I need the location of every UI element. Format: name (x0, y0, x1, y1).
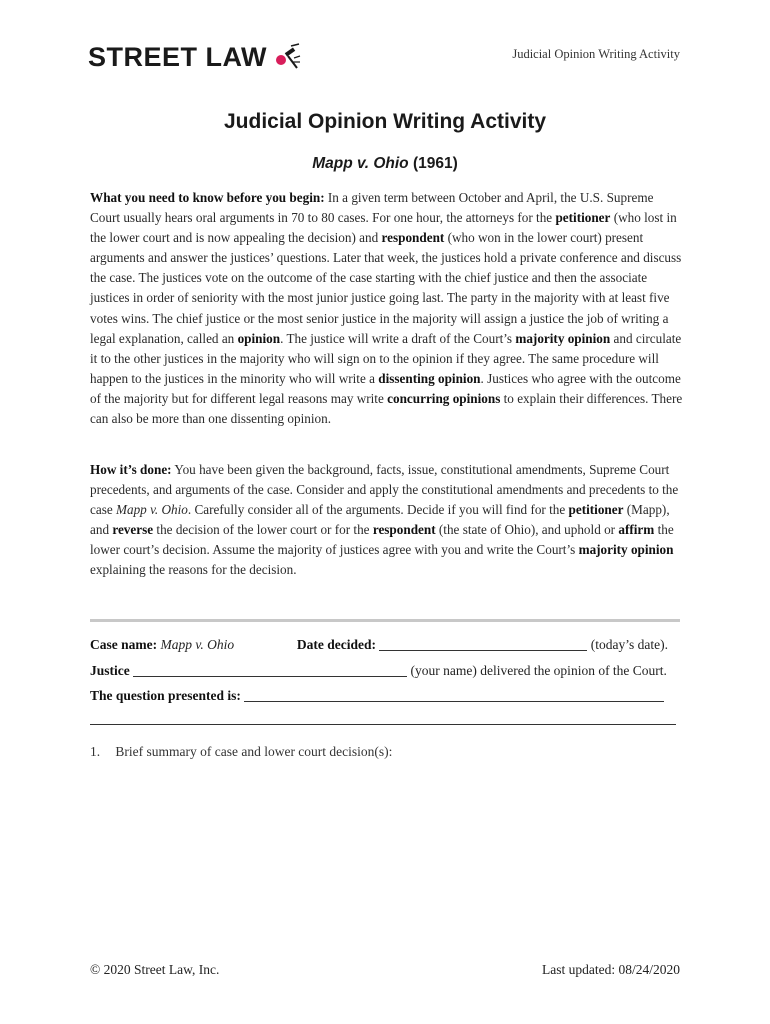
copyright: © 2020 Street Law, Inc. (90, 962, 220, 977)
case-date-row (90, 636, 684, 653)
subtitle-year: (1961) (412, 155, 458, 172)
term-petitioner: petitioner (555, 210, 611, 226)
question-row (90, 687, 684, 704)
logo-text: STREET LAW (88, 41, 267, 72)
case-subtitle (0, 155, 770, 173)
subtitle-case: Mapp v. Ohio (312, 155, 409, 172)
case-name-value: Mapp v. Ohio (160, 637, 235, 652)
term-respondent: respondent (372, 522, 436, 538)
last-updated: Last updated: 08/24/2020 (542, 962, 680, 977)
date-hint: (today’s date). (587, 637, 668, 652)
text: You have been given the background, facts, issue, constitutional amendments, Supreme Court precedents, and arguments of the case. Consider and apply the constitutional amendments and precedents to the case (90, 462, 679, 518)
question-number: 1. (90, 744, 101, 759)
justice-name-field[interactable] (133, 662, 407, 677)
instructions-paragraph (90, 460, 684, 581)
question-row-continued (90, 710, 684, 727)
running-title: Judicial Opinion Writing Activity (512, 47, 680, 61)
text: (who won in the lower court) present arguments and answer the justices’ questions. Later that week, the justices hold a private conference and discuss the case. The justices vote on the outcome of the case starting with the chief justice and then the associate justices in order of seniority with the most junior justice going last. The party in the majority with at least five votes wins. The chief justice or the most senior justice in the majority will assign a justice the job of writing a legal explanation, called an (90, 230, 682, 346)
street-law-logo (88, 38, 301, 76)
text: the decision of the lower court or for the (153, 522, 373, 538)
text: explaining the reasons for the decision. (90, 562, 297, 578)
term-respondent: respondent (381, 230, 445, 246)
question-text: Brief summary of case and lower court decision(s): (115, 744, 393, 759)
question-presented-label: The question presented is: (90, 688, 241, 703)
justice-label: Justice (90, 663, 130, 678)
text: In a given term between October and April, the U.S. Supreme Court usually hears oral arguments in 70 to 80 cases. For one hour, the attorneys for the (90, 190, 654, 226)
text: (who lost in the lower court and is now appealing the decision) and (90, 210, 677, 246)
justice-hint: (your name) delivered the opinion of the Court. (407, 663, 667, 678)
date-decided-label: Date decided: (296, 637, 376, 652)
page-title: Judicial Opinion Writing Activity (223, 110, 547, 133)
text: to explain their differences. There can also be more than one dissenting opinion. (90, 390, 683, 427)
case-name-italic: Mapp v. Ohio (116, 502, 188, 518)
case-name-label: Case name: (90, 637, 158, 652)
section-heading: How it’s done: (90, 462, 172, 477)
text: . The justice will write a draft of the Court’s (280, 330, 516, 346)
justice-row (90, 662, 684, 679)
text: . Justices who agree with the outcome of the majority but for different legal reasons may write (90, 370, 681, 406)
term-concurring-opinions: concurring opinions (387, 390, 501, 406)
gavel-icon (271, 40, 301, 74)
term-opinion: opinion (237, 330, 281, 346)
text: the lower court’s decision. Assume the majority of justices agree with you and write the Court’s (90, 522, 674, 558)
term-reverse: reverse (112, 522, 154, 538)
section-heading: What you need to know before you begin: (90, 190, 325, 205)
term-affirm: affirm (618, 522, 655, 538)
question-presented-field[interactable] (244, 687, 664, 702)
term-majority-opinion: majority opinion (515, 330, 611, 346)
text: (Mapp), and (90, 502, 670, 538)
date-decided-field[interactable] (379, 636, 587, 651)
text: and circulate it to the other justices in the majority who will sign on to the opinion if they agree. The same procedure will happen to the justices in the minority who will write a (90, 330, 682, 386)
text: (the state of Ohio), and uphold or (435, 522, 619, 538)
text: . Carefully consider all of the arguments. Decide if you will find for the (187, 502, 569, 518)
background-paragraph (90, 188, 684, 429)
term-dissenting-opinion: dissenting opinion (378, 370, 481, 386)
term-majority-opinion: majority opinion (578, 542, 674, 558)
section-divider (90, 619, 680, 622)
question-presented-field-line2[interactable] (90, 710, 676, 725)
term-petitioner: petitioner (568, 502, 624, 518)
question-item (90, 744, 392, 760)
